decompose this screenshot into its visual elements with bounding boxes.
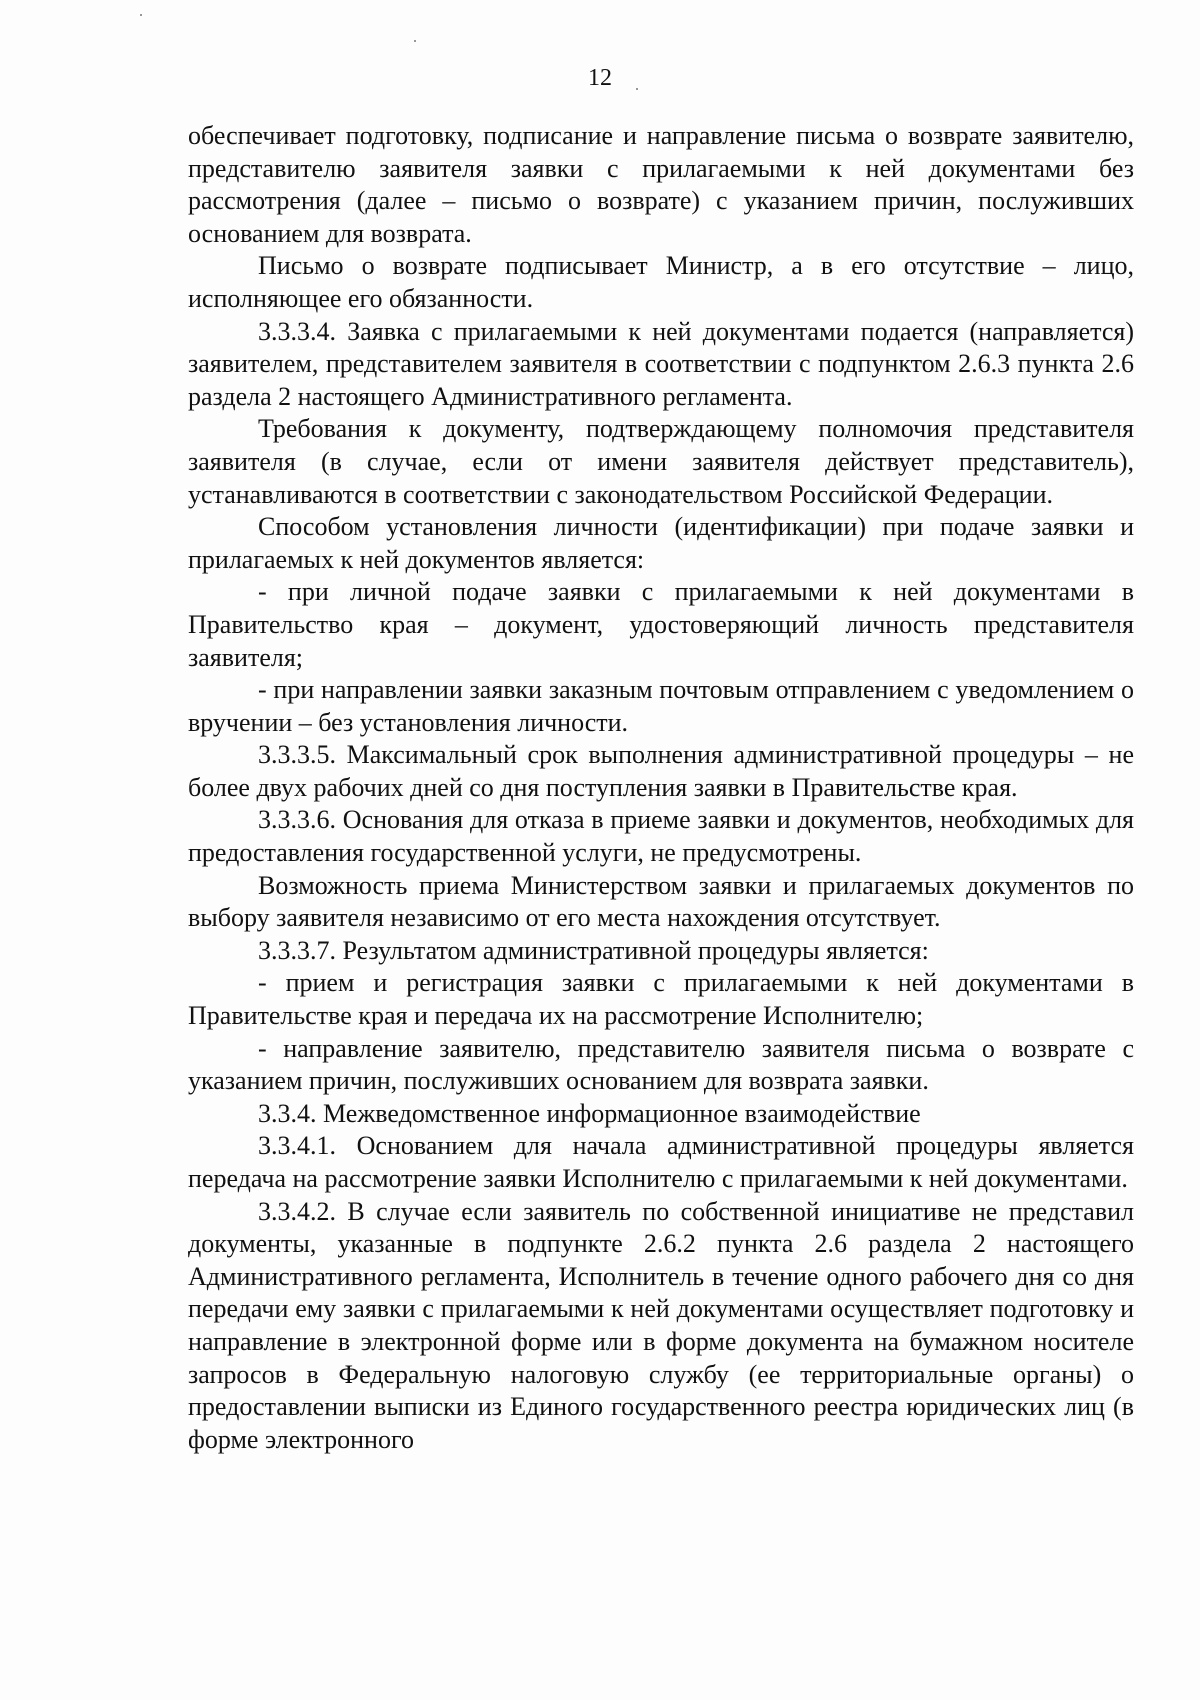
list-item: - направление заявителю, представителю заявителя письма о возврате с указанием причин, послуживших основанием для возврата заявки. — [188, 1033, 1134, 1096]
document-body — [188, 120, 1134, 1456]
paragraph: 3.3.4.2. В случае если заявитель по собственной инициативе не представил документы, указанные в подпункте 2.6.2 пункта 2.6 раздела 2 настоящего Административного регламента, Исполнитель в течение одного рабочего дня со дня передачи ему заявки с прилагаемыми к ней документами осуществляет подготовку и направление в электронной форме или в форме документа на бумажном носителе запросов в Федеральную налоговую службу (ее территориальные органы) о предоставлении выписки из Единого государственного реестра юридических лиц (в форме электронного — [188, 1196, 1134, 1454]
paragraph: обеспечивает подготовку, подписание и направление письма о возврате заявителю, представителю заявителя заявки с прилагаемыми к ней документами без рассмотрения (далее – письмо о возврате) с указанием причин, послуживших основанием для возврата. — [188, 121, 1134, 248]
list-item: - при личной подаче заявки с прилагаемыми к ней документами в Правительство края – документ, удостоверяющий личность представителя заявителя; — [188, 577, 1134, 672]
scan-speck — [140, 14, 142, 16]
section-heading: 3.3.4. Межведомственное информационное взаимодействие — [258, 1098, 921, 1128]
paragraph: 3.3.3.6. Основания для отказа в приеме заявки и документов, необходимых для предоставления государственной услуги, не предусмотрены. — [188, 805, 1134, 868]
paragraph: Способом установления личности (идентификации) при подаче заявки и прилагаемых к ней документов является: — [188, 512, 1134, 574]
scan-speck — [414, 40, 416, 42]
page-number: 12 — [588, 65, 612, 91]
paragraph: Требования к документу, подтверждающему полномочия представителя заявителя (в случае, если от имени заявителя действует представитель), устанавливаются в соответствии с законодательством Российской Федерации. — [188, 414, 1134, 509]
paragraph: 3.3.3.4. Заявка с прилагаемыми к ней документами подается (направляется) заявителем, представителем заявителя в соответствии с подпунктом 2.6.3 пункта 2.6 раздела 2 настоящего Административного регламента. — [188, 316, 1134, 411]
paragraph: Возможность приема Министерством заявки и прилагаемых документов по выбору заявителя независимо от его места нахождения отсутствует. — [188, 870, 1134, 933]
list-item: - прием и регистрация заявки с прилагаемыми к ней документами в Правительстве края и передача их на рассмотрение Исполнителю; — [188, 968, 1134, 1031]
paragraph: 3.3.3.5. Максимальный срок выполнения административной процедуры – не более двух рабочих дней со дня поступления заявки в Правительстве края. — [188, 740, 1134, 802]
paragraph: Письмо о возврате подписывает Министр, а в его отсутствие – лицо, исполняющее его обязанности. — [188, 251, 1134, 313]
paragraph: 3.3.4.1. Основанием для начала административной процедуры является передача на рассмотрение заявки Исполнителю с прилагаемыми к ней документами. — [188, 1131, 1134, 1193]
list-item: - при направлении заявки заказным почтовым отправлением с уведомлением о вручении – без установления личности. — [188, 675, 1134, 737]
paragraph: 3.3.3.7. Результатом административной процедуры является: — [258, 935, 929, 965]
